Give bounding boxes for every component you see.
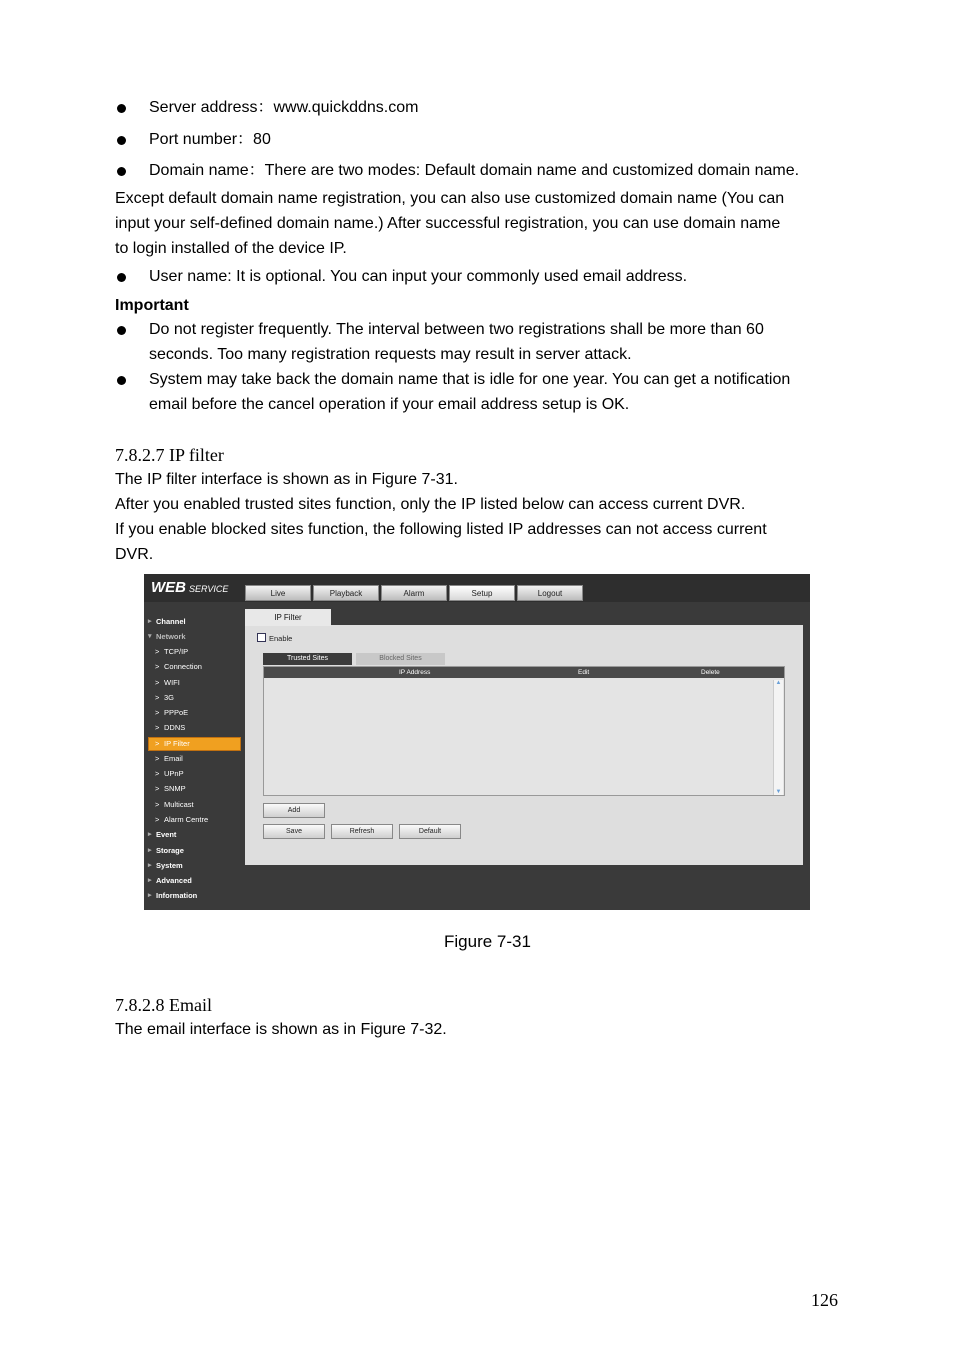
column-ip-address: IP Address (399, 669, 431, 676)
tab-trusted-sites[interactable]: Trusted Sites (263, 653, 352, 665)
important-label: Important (115, 297, 189, 314)
sidebar-item-connection[interactable]: > Connection (164, 662, 202, 671)
panel-tab-ip-filter[interactable]: IP Filter (245, 609, 331, 626)
bullet-dot (117, 273, 126, 282)
sidebar-item-storage[interactable]: ▸ Storage (156, 846, 184, 855)
nav-tab-setup[interactable]: Setup (449, 585, 515, 601)
section-heading-ip-filter: 7.8.2.7 IP filter (115, 445, 224, 465)
list-scrollbar[interactable] (773, 680, 783, 795)
bullet-dot (117, 326, 126, 335)
paragraph-line: After you enabled trusted sites function, only the IP listed below can access current DVR. (115, 496, 746, 513)
refresh-button[interactable]: Refresh (331, 824, 393, 839)
figure-caption: Figure 7-31 (444, 932, 531, 951)
scroll-up-icon[interactable]: ▲ (775, 680, 782, 686)
sidebar-item-channel[interactable]: ▸ Channel (156, 617, 186, 626)
nav-tab-playback[interactable]: Playback (313, 585, 379, 601)
sidebar-item-tcpip[interactable]: > TCP/IP (164, 647, 188, 656)
save-button[interactable]: Save (263, 824, 325, 839)
bullet-dot (117, 376, 126, 385)
default-button[interactable]: Default (399, 824, 461, 839)
paragraph-line: If you enable blocked sites function, the following listed IP addresses can not access current (115, 521, 767, 538)
page-number: 126 (811, 1290, 838, 1310)
scroll-down-icon[interactable]: ▼ (775, 789, 782, 795)
paragraph-line: The IP filter interface is shown as in Figure 7-31. (115, 471, 458, 488)
sidebar-item-network[interactable]: ▾ Network (156, 632, 186, 641)
section-heading-email: 7.8.2.8 Email (115, 995, 212, 1015)
ip-address-list[interactable] (263, 666, 785, 796)
nav-tab-live[interactable]: Live (245, 585, 311, 601)
paragraph-line: DVR. (115, 546, 154, 563)
sidebar-item-ip-filter[interactable]: > IP Filter (164, 739, 190, 748)
enable-label: Enable (269, 634, 293, 643)
sidebar-item-system[interactable]: ▸ System (156, 861, 183, 870)
nav-tab-alarm[interactable]: Alarm (381, 585, 447, 601)
list-header (264, 667, 784, 678)
sidebar-item-ddns[interactable]: > DDNS (164, 723, 185, 732)
column-edit: Edit (578, 669, 590, 676)
bullet-dot (117, 104, 126, 113)
nav-tab-logout[interactable]: Logout (517, 585, 583, 601)
paragraph-line: Except default domain name registration, you can also use customized domain name (You can (115, 190, 785, 207)
sidebar-item-email[interactable]: > Email (164, 754, 183, 763)
sidebar-selection-highlight (148, 737, 241, 751)
column-delete: Delete (701, 669, 720, 676)
enable-checkbox-row[interactable] (257, 633, 292, 643)
sidebar-item-snmp[interactable]: > SNMP (164, 784, 186, 793)
sidebar-item-upnp[interactable]: > UPnP (164, 769, 184, 778)
bullet-dot (117, 167, 126, 176)
sidebar-item-event[interactable]: ▸ Event (156, 830, 176, 839)
paragraph-line: The email interface is shown as in Figure 7-32. (115, 1021, 447, 1038)
add-button[interactable]: Add (263, 803, 325, 818)
ip-filter-screenshot (144, 574, 810, 910)
tab-blocked-sites[interactable]: Blocked Sites (356, 653, 445, 665)
paragraph-line: input your self-defined domain name.) After successful registration, you can use domain name (115, 215, 781, 232)
sidebar-item-pppoe[interactable]: > PPPoE (164, 708, 188, 717)
top-navigation-bar (144, 574, 810, 602)
sidebar-item-information[interactable]: ▸ Information (156, 891, 197, 900)
paragraph-line: to login installed of the device IP. (115, 240, 347, 257)
sidebar-item-3g[interactable]: > 3G (164, 693, 174, 702)
enable-checkbox[interactable] (257, 633, 266, 642)
sidebar-item-multicast[interactable]: > Multicast (164, 800, 194, 809)
web-service-logo: WEB SERVICE (151, 579, 229, 596)
bullet-dot (117, 136, 126, 145)
sidebar-item-advanced[interactable]: ▸ Advanced (156, 876, 192, 885)
sidebar-item-wifi[interactable]: > WIFI (164, 678, 180, 687)
sidebar-item-alarm-centre[interactable]: > Alarm Centre (164, 815, 208, 824)
